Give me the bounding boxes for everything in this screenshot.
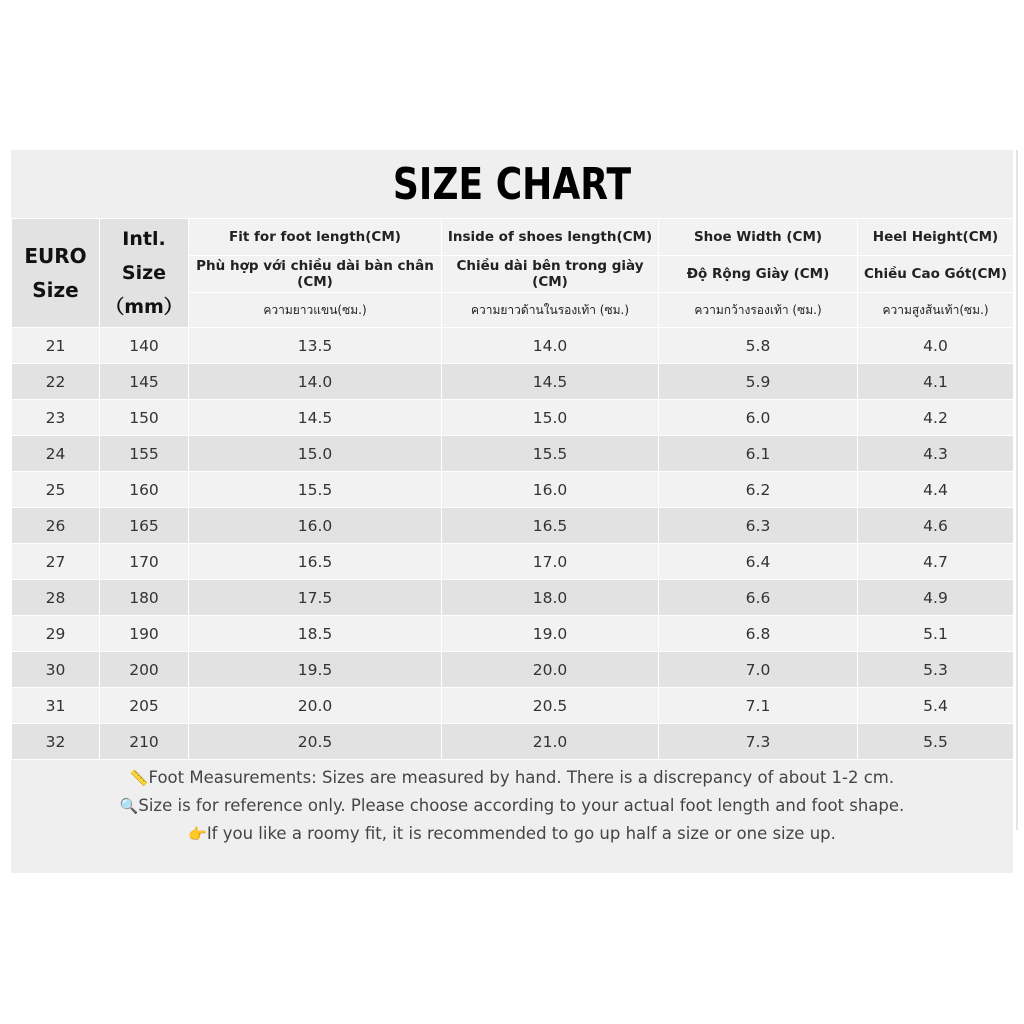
table-row: [12, 508, 1014, 544]
inside-length-cell: 18.0: [442, 580, 659, 616]
shoe-width-cell: 7.3: [659, 724, 858, 760]
right-edge-divider: [1016, 150, 1018, 830]
note-line-3: [11, 820, 1013, 848]
table-row: [12, 436, 1014, 472]
foot-length-cell: 14.0: [189, 364, 442, 400]
heel-height-cell: 4.1: [858, 364, 1014, 400]
heel-height-cell: 4.4: [858, 472, 1014, 508]
header-shoe-width-vi: Độ Rộng Giày (CM): [659, 256, 858, 293]
euro-size-cell: 21: [12, 328, 100, 364]
euro-size-cell: 23: [12, 400, 100, 436]
inside-length-cell: 19.0: [442, 616, 659, 652]
header-inside-length-en: Inside of shoes length(CM): [442, 219, 659, 256]
shoe-width-cell: 6.4: [659, 544, 858, 580]
header-inside-length-th: ความยาวด้านในรองเท้า (ซม.): [442, 293, 659, 328]
inside-length-cell: 21.0: [442, 724, 659, 760]
header-euro-line1: EURO: [24, 244, 87, 268]
intl-size-cell: 205: [100, 688, 189, 724]
header-intl-size: [100, 219, 189, 328]
header-euro-line2: Size: [32, 278, 79, 302]
heel-height-cell: 5.3: [858, 652, 1014, 688]
note-text-3: If you like a roomy fit, it is recommended to go up half a size or one size up.: [206, 824, 836, 843]
header-intl-line2: （mm）: [105, 296, 183, 318]
note-line-1: [11, 764, 1013, 792]
foot-length-cell: 15.0: [189, 436, 442, 472]
shoe-width-cell: 7.1: [659, 688, 858, 724]
inside-length-cell: 17.0: [442, 544, 659, 580]
intl-size-cell: 165: [100, 508, 189, 544]
intl-size-cell: 180: [100, 580, 189, 616]
foot-length-cell: 20.5: [189, 724, 442, 760]
table-row: [12, 472, 1014, 508]
header-intl-line1: Intl. Size: [121, 228, 167, 284]
note-line-2: [11, 792, 1013, 820]
inside-length-cell: 14.5: [442, 364, 659, 400]
table-row: [12, 328, 1014, 364]
intl-size-cell: 210: [100, 724, 189, 760]
foot-length-cell: 16.0: [189, 508, 442, 544]
heel-height-cell: 4.9: [858, 580, 1014, 616]
notes-section: [11, 764, 1013, 848]
header-heel-height-th: ความสูงส้นเท้า(ซม.): [858, 293, 1014, 328]
shoe-width-cell: 6.8: [659, 616, 858, 652]
note-text-1: Foot Measurements: Sizes are measured by hand. There is a discrepancy of about 1-2 cm.: [148, 768, 895, 787]
heel-height-cell: 4.2: [858, 400, 1014, 436]
euro-size-cell: 31: [12, 688, 100, 724]
table-row: [12, 364, 1014, 400]
inside-length-cell: 20.0: [442, 652, 659, 688]
intl-size-cell: 140: [100, 328, 189, 364]
size-table-body: [12, 328, 1014, 760]
heel-height-cell: 5.5: [858, 724, 1014, 760]
shoe-width-cell: 5.8: [659, 328, 858, 364]
intl-size-cell: 200: [100, 652, 189, 688]
shoe-width-cell: 6.1: [659, 436, 858, 472]
euro-size-cell: 26: [12, 508, 100, 544]
foot-length-cell: 18.5: [189, 616, 442, 652]
table-row: [12, 580, 1014, 616]
intl-size-cell: 160: [100, 472, 189, 508]
euro-size-cell: 22: [12, 364, 100, 400]
intl-size-cell: 150: [100, 400, 189, 436]
inside-length-cell: 15.5: [442, 436, 659, 472]
inside-length-cell: 16.5: [442, 508, 659, 544]
shoe-width-cell: 6.0: [659, 400, 858, 436]
header-row-english: [12, 219, 1014, 256]
size-table: [11, 218, 1014, 760]
euro-size-cell: 28: [12, 580, 100, 616]
header-euro-size: [12, 219, 100, 328]
table-row: [12, 616, 1014, 652]
euro-size-cell: 24: [12, 436, 100, 472]
shoe-width-cell: 5.9: [659, 364, 858, 400]
foot-length-cell: 14.5: [189, 400, 442, 436]
intl-size-cell: 190: [100, 616, 189, 652]
foot-length-cell: 16.5: [189, 544, 442, 580]
table-row: [12, 544, 1014, 580]
header-foot-length-th: ความยาวแขน(ซม.): [189, 293, 442, 328]
note-text-2: Size is for reference only. Please choose according to your actual foot length and foot shape.: [138, 796, 905, 815]
inside-length-cell: 15.0: [442, 400, 659, 436]
euro-size-cell: 29: [12, 616, 100, 652]
inside-length-cell: 20.5: [442, 688, 659, 724]
euro-size-cell: 30: [12, 652, 100, 688]
foot-length-cell: 20.0: [189, 688, 442, 724]
inside-length-cell: 14.0: [442, 328, 659, 364]
heel-height-cell: 4.3: [858, 436, 1014, 472]
intl-size-cell: 145: [100, 364, 189, 400]
header-shoe-width-th: ความกว้างรองเท้า (ซม.): [659, 293, 858, 328]
euro-size-cell: 25: [12, 472, 100, 508]
heel-height-cell: 4.7: [858, 544, 1014, 580]
shoe-width-cell: 7.0: [659, 652, 858, 688]
heel-height-cell: 4.0: [858, 328, 1014, 364]
heel-height-cell: 5.1: [858, 616, 1014, 652]
pointing-hand-icon: 👉: [188, 825, 207, 843]
inside-length-cell: 16.0: [442, 472, 659, 508]
heel-height-cell: 5.4: [858, 688, 1014, 724]
shoe-width-cell: 6.2: [659, 472, 858, 508]
foot-length-cell: 17.5: [189, 580, 442, 616]
intl-size-cell: 155: [100, 436, 189, 472]
header-foot-length-vi: Phù hợp với chiều dài bàn chân (CM): [189, 256, 442, 293]
table-row: [12, 652, 1014, 688]
header-heel-height-vi: Chiều Cao Gót(CM): [858, 256, 1014, 293]
heel-height-cell: 4.6: [858, 508, 1014, 544]
table-row: [12, 688, 1014, 724]
ruler-icon: 📏: [129, 769, 149, 787]
shoe-width-cell: 6.6: [659, 580, 858, 616]
magnifier-icon: 🔍: [119, 797, 139, 815]
euro-size-cell: 32: [12, 724, 100, 760]
intl-size-cell: 170: [100, 544, 189, 580]
table-row: [12, 400, 1014, 436]
foot-length-cell: 19.5: [189, 652, 442, 688]
table-row: [12, 724, 1014, 760]
chart-title: SIZE CHART: [392, 158, 632, 210]
foot-length-cell: 13.5: [189, 328, 442, 364]
header-shoe-width-en: Shoe Width (CM): [659, 219, 858, 256]
foot-length-cell: 15.5: [189, 472, 442, 508]
euro-size-cell: 27: [12, 544, 100, 580]
header-heel-height-en: Heel Height(CM): [858, 219, 1014, 256]
header-foot-length-en: Fit for foot length(CM): [189, 219, 442, 256]
shoe-width-cell: 6.3: [659, 508, 858, 544]
header-inside-length-vi: Chiều dài bên trong giày (CM): [442, 256, 659, 293]
size-chart-card: [11, 150, 1013, 873]
